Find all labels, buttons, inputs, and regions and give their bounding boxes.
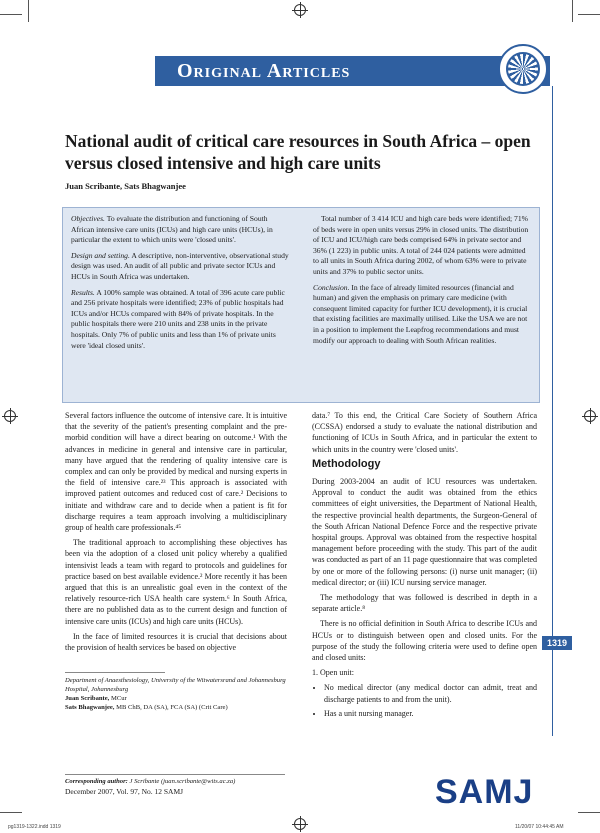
abstract-left-column — [71, 214, 291, 356]
abstract-design: Design and setting. A descriptive, non-interventive, observational study design was used. An audit of all public and private sector ICUs and HCUs in South Africa was undertaken. — [71, 250, 289, 281]
body-paragraph: The methodology that was followed is described in depth in a separate article.⁸ — [312, 593, 537, 614]
article-authors: Juan Scribante, Sats Bhagwanjee — [65, 181, 186, 191]
list-item: • Has a unit nursing manager. — [324, 708, 537, 719]
registration-mark-top — [294, 4, 306, 16]
registration-mark-right — [584, 410, 596, 422]
open-unit-criteria-list — [312, 682, 537, 719]
corresponding-author: Corresponding author: J Scribante (juan.scribante@wits.ac.za) — [65, 778, 236, 785]
section-heading-methodology: Methodology — [312, 457, 381, 470]
body-paragraph: In the face of limited resources it is crucial that decisions about the provision of health services be based on objective — [65, 631, 287, 653]
article-title: National audit of critical care resources in South Africa – open versus closed intensive and high care units — [65, 131, 531, 173]
section-banner-label: Original Articles — [177, 60, 351, 82]
affiliation-author-2: Sats Bhagwanjee, MB ChB, DA (SA), FCA (SA) (Crit Care) — [65, 704, 228, 711]
registration-mark-bottom — [294, 818, 306, 830]
affiliation-department: Department of Anaesthesiology, University of the Witwatersrand and Johannesburg Hospital, Johannesburg — [65, 677, 286, 693]
abstract-box — [62, 207, 540, 403]
samj-logo-text: SAMJ — [435, 773, 534, 811]
body-paragraph: The traditional approach to accomplishing these objectives has been via the adoption of a closed unit policy whereby a qualified intensivist leads a team with regard to protocols and guidelines for practice based on best available evidence.² More recently it has been argued that this is an unrealistic goal even in the context of the relatively resource-rich USA health care system.⁶ In South Africa, there are no published data as to the current design and function of intensive care units (ICUs) and high care units (HCUs). — [65, 538, 287, 626]
abstract-results-continued: Total number of 3 414 ICU and high care beds were identified; 71% of beds were in open units versus 29% in closed units. The distribution of ICU and ICU/high care beds comprised 64% in private sector and 36% (1 223) in public units. A total of 244 024 patients were admitted to all units in South Africa during 2002, of whom 63% were to private units and 37% to public sector units. — [313, 214, 529, 276]
list-heading-open-unit: 1. Open unit: — [312, 668, 354, 678]
body-paragraph: data.⁷ To this end, the Critical Care Society of Southern Africa (CCSSA) endorsed a study to evaluate the national distribution and functioning of ICUs in South Africa, and in particular the extent to which units in the country were 'closed units'. — [312, 411, 537, 454]
journal-footer: December 2007, Vol. 97, No. 12 SAMJ — [65, 787, 184, 796]
registration-mark-left — [4, 410, 16, 422]
correspondence-rule — [65, 774, 285, 775]
list-item: • No medical director (any medical doctor can admit, treat and discharge patients to and from the unit). — [324, 682, 537, 704]
affiliation-author-1: Juan Scribante, MCur — [65, 695, 127, 702]
samj-logo — [425, 765, 533, 825]
print-slug-right: 11/20/07 10:44:45 AM — [515, 824, 564, 830]
abstract-results: Results. A 100% sample was obtained. A total of 396 acute care public and 256 private hospitals were identified; 23% of public hospitals had ICUs and/or HCUs compared with 84% of private hospitals. In the public hospitals there were 210 units and 238 units in the private hospitals. Only 7% of public units and less than 1% of private units were 'ideal closed units'. — [71, 287, 285, 350]
body-right-column — [312, 410, 537, 722]
crop-mark — [0, 812, 22, 813]
crop-mark — [578, 14, 600, 15]
page-number: 1319 — [542, 636, 572, 650]
abstract-right-column — [313, 214, 533, 351]
journal-seal-icon — [498, 44, 548, 94]
crop-mark — [0, 14, 22, 15]
body-paragraph: There is no official definition in South Africa to describe ICUs and HCUs or to distinguish between open and closed units. For the purpose of the study the following criteria were used to define open and closed units: — [312, 619, 537, 663]
abstract-conclusion: Conclusion. In the face of already limited resources (financial and human) and given the emphasis on primary care medicine (with consequent limited capacity for further ICU development), it is crucial that existing facilities are maximally utilised. Like the USA we are not in a position to implement the Leapfrog recommendations and must modify our approach to dealing with South African realities. — [313, 282, 528, 345]
body-paragraph: Several factors influence the outcome of intensive care. It is intuitive that the severity of the patient's presenting complaint and the pre-morbid condition will have a direct bearing on outcome.¹ With the advances in medicine in general and intensive care in particular, many have argued that the rendering of quality intensive care is complex and can only be provided by medical and nursing experts in the field of intensive care.²³ This approach is associated with improved patient outcomes and reduced cost of care.² Decisions to initiate and withdraw care and to decide when a patient is fit for discharge requires a team approach involving a multidisciplinary group of health care professionals.⁴⁵ — [65, 411, 287, 533]
affiliations — [65, 676, 287, 712]
crop-mark — [572, 0, 573, 22]
affiliation-rule — [65, 672, 165, 673]
body-paragraph: During 2003-2004 an audit of ICU resources was undertaken. Approval to conduct the audit was obtained from the ethics committees of eight universities, the Department of National Health, the respective provincial health departments, the Surgeon-General of the South African National Defence Force and the respective private hospital groups. Approval was obtained from the respective hospital management before proceeding with the study. This part of the audit was conducted as part of an 11 page questionnaire that was completed by one or more of the following persons: (i) nurse unit manager; (ii) medical director; or (iii) ICU nursing service manager. — [312, 477, 537, 587]
print-slug-left: pg1319-1322.indd 1319 — [8, 824, 61, 830]
abstract-objectives: Objectives. To evaluate the distribution and functioning of South African intensive care units (ICUs) and high care units (HCUs), in particular the extent to which units were 'closed units'. — [71, 214, 273, 245]
crop-mark — [28, 0, 29, 22]
body-left-column — [65, 410, 287, 657]
section-banner — [155, 56, 550, 86]
crop-mark — [578, 812, 600, 813]
